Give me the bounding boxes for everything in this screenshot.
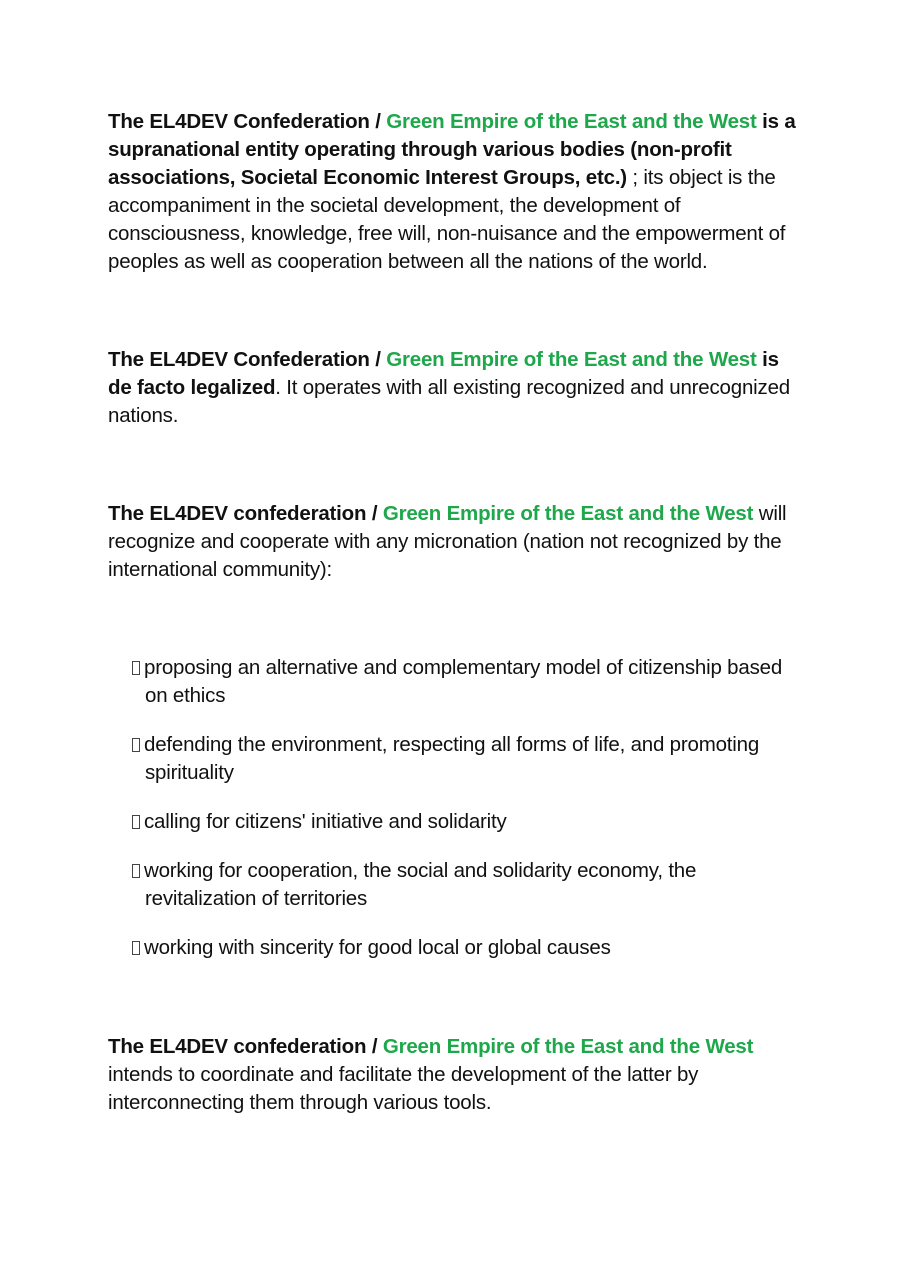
list-item-text: defending the environment, respecting all forms of life, and promoting spirituality (144, 733, 760, 784)
paragraph-coordination (108, 1033, 798, 1117)
paragraph-micronations (108, 500, 798, 584)
micronations-text: will recognize and cooperate with any micronation (nation not recognized by the international community): (108, 502, 787, 581)
green-empire-name: Green Empire of the East and the West (386, 348, 757, 371)
green-empire-name: Green Empire of the East and the West (386, 110, 757, 133)
coordination-text: intends to coordinate and facilitate the development of the latter by interconnecting them through various tools. (108, 1063, 699, 1114)
list-item (132, 808, 792, 836)
entity-name: The EL4DEV Confederation / (108, 110, 387, 133)
list-item-text: working with sincerity for good local or global causes (144, 936, 611, 959)
green-empire-name: Green Empire of the East and the West (382, 502, 754, 525)
list-item-text: proposing an alternative and complementary model of citizenship based on ethics (144, 656, 783, 707)
list-item (132, 654, 792, 710)
paragraph-legal-status (108, 346, 798, 430)
bullet-placeholder-icon (132, 941, 140, 955)
bullet-placeholder-icon (132, 864, 140, 878)
entity-name: The EL4DEV confederation / (108, 502, 383, 525)
paragraph-definition (108, 108, 798, 276)
entity-object: ; its object is the accompaniment in the societal development, the development of consciousness, knowledge, free will, non-nuisance and the empowerment of peoples as well as cooperation between all the nations of the world. (108, 166, 786, 273)
list-item-text: calling for citizens' initiative and solidarity (144, 810, 507, 833)
entity-description: is a supranational entity operating through various bodies (non-profit associations, Societal Economic Interest Groups, etc.) (108, 110, 796, 189)
list-item (132, 934, 792, 962)
green-empire-name: Green Empire of the East and the West (382, 1035, 754, 1058)
entity-name: The EL4DEV confederation / (108, 1035, 383, 1058)
list-item (132, 857, 792, 913)
legal-status-detail: . It operates with all existing recognized and unrecognized nations. (108, 376, 790, 427)
list-item-text: working for cooperation, the social and solidarity economy, the revitalization of territories (144, 859, 697, 910)
bullet-placeholder-icon (132, 738, 140, 752)
bullet-placeholder-icon (132, 815, 140, 829)
bullet-placeholder-icon (132, 661, 140, 675)
entity-name: The EL4DEV Confederation / (108, 348, 387, 371)
list-item (132, 731, 792, 787)
legal-status-text: is de facto legalized (108, 348, 779, 399)
criteria-list (132, 654, 792, 983)
